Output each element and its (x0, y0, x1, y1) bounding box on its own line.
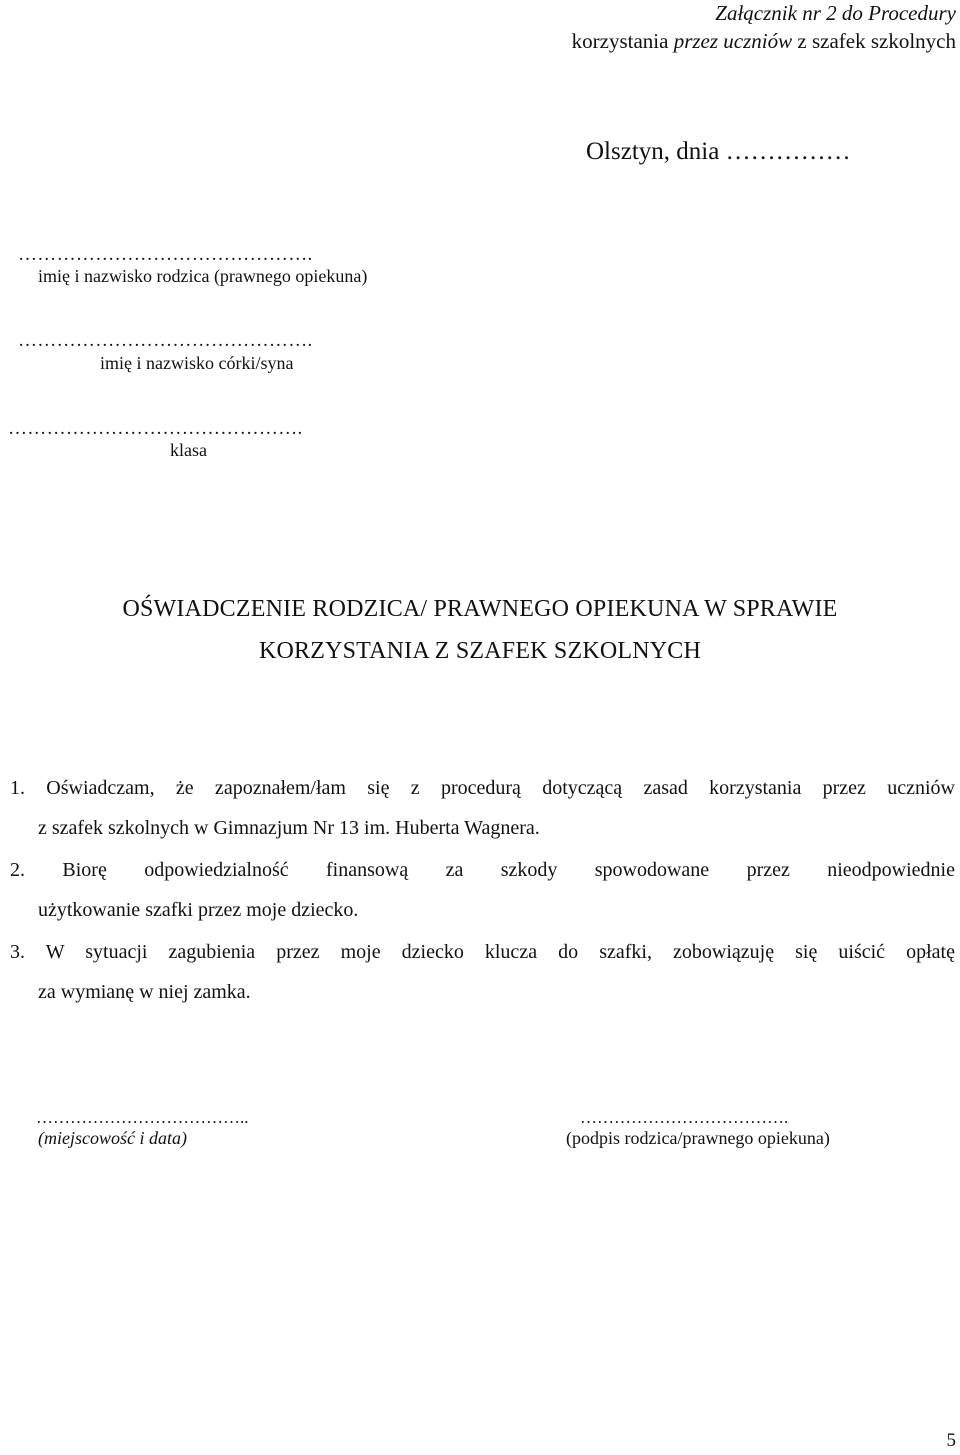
statement-2-line1: 2. Biorę odpowiedzialność finansową za szkody spowodowane przez nieodpowiednie (10, 859, 955, 881)
attachment-title: Załącznik nr 2 do Procedury (715, 1, 956, 25)
statement-1-line1: 1. Oświadczam, że zapoznałem/łam się z procedurą dotyczącą zasad korzystania przez uczniów (10, 777, 955, 799)
statement-2 (10, 850, 955, 930)
statement-1 (10, 768, 955, 848)
place-date-signature-dots: ……………………………….. (36, 1108, 249, 1127)
class-dots: ………………………………………. (8, 418, 303, 439)
attachment-subtitle-italic: przez uczniów (673, 29, 793, 53)
parent-name-dots: ………………………………………. (18, 244, 313, 265)
statement-3 (10, 932, 955, 1012)
page-number: 5 (946, 1430, 956, 1451)
parent-signature-label: (podpis rodzica/prawnego opiekuna) (566, 1128, 830, 1148)
statement-3-line2: za wymianę w niej zamka. (38, 981, 251, 1003)
declaration-title-line2: KORZYSTANIA Z SZAFEK SZKOLNYCH (258, 638, 702, 664)
attachment-subtitle-part1: korzystania (571, 29, 674, 53)
attachment-subtitle-part2: z szafek szkolnych (792, 29, 956, 53)
parent-signature-dots: ………………………………. (580, 1108, 789, 1127)
child-name-label: imię i nazwisko córki/syna (100, 353, 294, 373)
class-label: klasa (170, 440, 207, 460)
declaration-title (0, 588, 960, 672)
child-name-dots: ………………………………………. (18, 330, 313, 351)
place-date-line: Olsztyn, dnia …………… (586, 138, 851, 165)
parent-name-label: imię i nazwisko rodzica (prawnego opiekuna) (38, 266, 368, 286)
statement-1-line2: z szafek szkolnych w Gimnazjum Nr 13 im. Huberta Wagnera. (38, 817, 540, 839)
declaration-title-line1: OŚWIADCZENIE RODZICA/ PRAWNEGO OPIEKUNA W SPRAWIE (122, 596, 838, 622)
statement-3-line1: 3. W sytuacji zagubienia przez moje dziecko klucza do szafki, zobowiązuję się uiścić opłatę (10, 941, 955, 963)
attachment-subtitle (572, 28, 956, 54)
place-date-signature-label: (miejscowość i data) (38, 1128, 187, 1148)
statement-2-line2: użytkowanie szafki przez moje dziecko. (38, 899, 359, 921)
